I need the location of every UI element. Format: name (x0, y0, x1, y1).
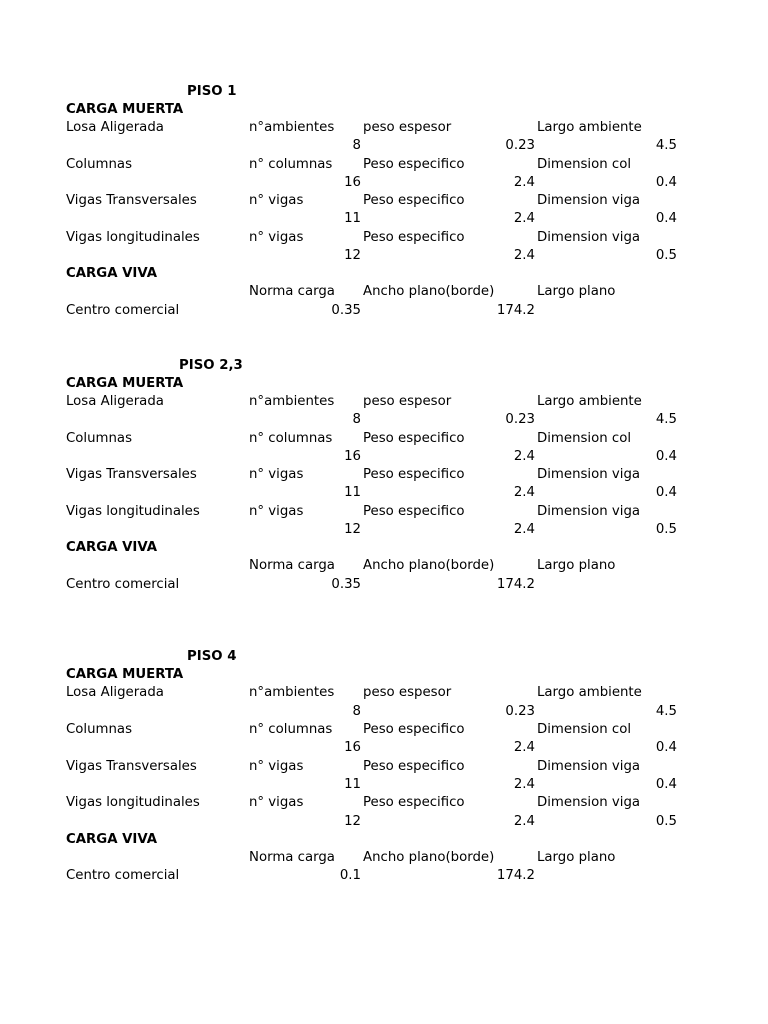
element-header-row (0, 229, 768, 247)
live-header-3: Largo plano (537, 558, 616, 573)
live-load-value-row (0, 867, 768, 885)
element-header-3: Largo ambiente (537, 685, 642, 700)
section-title: PISO 2,3 (179, 358, 243, 373)
element-value-3: 0.5 (655, 522, 677, 537)
element-name: Vigas Transversales (66, 193, 197, 208)
element-value-row (0, 448, 768, 466)
element-header-1: n° vigas (249, 795, 304, 810)
element-header-2: Peso especifico (363, 193, 465, 208)
live-load-heading-row (0, 831, 768, 849)
live-load-value-row (0, 302, 768, 320)
section-title: PISO 4 (187, 649, 237, 664)
element-header-row (0, 503, 768, 521)
element-value-2: 2.4 (513, 248, 535, 263)
element-header-3: Dimension col (537, 722, 632, 737)
element-value-row (0, 703, 768, 721)
element-name: Losa Aligerada (66, 120, 164, 135)
element-header-3: Dimension col (537, 157, 632, 172)
element-header-1: n°ambientes (249, 120, 335, 135)
element-header-2: peso espesor (363, 394, 452, 409)
element-value-3: 0.5 (655, 814, 677, 829)
element-value-3: 0.4 (655, 777, 677, 792)
element-value-1: 16 (344, 175, 361, 190)
live-header-2: Ancho plano(borde) (363, 284, 495, 299)
element-value-2: 2.4 (513, 175, 535, 190)
element-value-row (0, 739, 768, 757)
element-header-1: n° columnas (249, 722, 333, 737)
element-value-3: 0.4 (655, 485, 677, 500)
element-name: Losa Aligerada (66, 394, 164, 409)
element-value-2: 2.4 (513, 211, 535, 226)
element-value-1: 16 (344, 740, 361, 755)
element-header-3: Dimension viga (537, 795, 641, 810)
element-header-2: peso espesor (363, 685, 452, 700)
dead-load-heading-row (0, 101, 768, 119)
element-header-3: Dimension viga (537, 193, 641, 208)
element-value-row (0, 174, 768, 192)
live-load-heading: CARGA VIVA (66, 832, 158, 847)
live-value-2: 174.2 (496, 577, 535, 592)
element-header-1: n° vigas (249, 193, 304, 208)
element-value-row (0, 521, 768, 539)
live-header-3: Largo plano (537, 284, 616, 299)
element-value-2: 0.23 (505, 412, 535, 427)
element-value-3: 4.5 (655, 412, 677, 427)
live-value-1: 0.1 (339, 868, 361, 883)
element-header-row (0, 192, 768, 210)
element-header-1: n° columnas (249, 157, 333, 172)
element-header-1: n° vigas (249, 230, 304, 245)
dead-load-heading: CARGA MUERTA (66, 102, 184, 117)
live-value-2: 174.2 (496, 868, 535, 883)
element-header-row (0, 430, 768, 448)
element-value-1: 11 (344, 777, 361, 792)
element-header-row (0, 794, 768, 812)
element-value-1: 12 (344, 522, 361, 537)
live-header-3: Largo plano (537, 850, 616, 865)
section-title-row (0, 648, 768, 666)
element-value-3: 0.4 (655, 175, 677, 190)
live-load-header-row (0, 557, 768, 575)
element-header-2: Peso especifico (363, 467, 465, 482)
element-name: Losa Aligerada (66, 685, 164, 700)
element-header-1: n° vigas (249, 504, 304, 519)
live-value-1: 0.35 (331, 577, 361, 592)
dead-load-heading-row (0, 666, 768, 684)
element-value-2: 2.4 (513, 777, 535, 792)
element-header-2: Peso especifico (363, 795, 465, 810)
element-value-2: 2.4 (513, 522, 535, 537)
element-header-3: Dimension viga (537, 504, 641, 519)
element-value-2: 0.23 (505, 704, 535, 719)
element-value-row (0, 210, 768, 228)
dead-load-heading: CARGA MUERTA (66, 376, 184, 391)
element-value-1: 11 (344, 211, 361, 226)
live-value-1: 0.35 (331, 303, 361, 318)
element-value-1: 8 (352, 412, 361, 427)
element-name: Vigas longitudinales (66, 795, 200, 810)
dead-load-heading: CARGA MUERTA (66, 667, 184, 682)
live-load-value-row (0, 576, 768, 594)
element-value-row (0, 411, 768, 429)
element-value-1: 8 (352, 704, 361, 719)
live-name: Centro comercial (66, 577, 180, 592)
element-name: Columnas (66, 157, 132, 172)
section-title-row (0, 357, 768, 375)
element-header-1: n°ambientes (249, 394, 335, 409)
element-value-1: 12 (344, 814, 361, 829)
element-name: Columnas (66, 431, 132, 446)
section-title: PISO 1 (187, 84, 237, 99)
element-header-row (0, 156, 768, 174)
dead-load-heading-row (0, 375, 768, 393)
element-value-2: 2.4 (513, 485, 535, 500)
live-value-2: 174.2 (496, 303, 535, 318)
element-header-2: Peso especifico (363, 722, 465, 737)
element-value-2: 2.4 (513, 449, 535, 464)
element-header-2: Peso especifico (363, 157, 465, 172)
element-header-2: Peso especifico (363, 759, 465, 774)
element-header-row (0, 119, 768, 137)
element-header-3: Dimension viga (537, 759, 641, 774)
element-name: Vigas Transversales (66, 467, 197, 482)
element-value-1: 12 (344, 248, 361, 263)
element-header-row (0, 393, 768, 411)
element-name: Vigas longitudinales (66, 230, 200, 245)
element-value-2: 2.4 (513, 740, 535, 755)
live-name: Centro comercial (66, 868, 180, 883)
element-value-3: 0.4 (655, 449, 677, 464)
element-header-1: n° vigas (249, 759, 304, 774)
live-load-header-row (0, 849, 768, 867)
live-name: Centro comercial (66, 303, 180, 318)
element-header-1: n° columnas (249, 431, 333, 446)
element-header-2: Peso especifico (363, 230, 465, 245)
element-header-2: Peso especifico (363, 504, 465, 519)
element-header-2: Peso especifico (363, 431, 465, 446)
element-header-3: Largo ambiente (537, 394, 642, 409)
element-header-row (0, 758, 768, 776)
live-load-heading-row (0, 539, 768, 557)
live-load-header-row (0, 283, 768, 301)
element-header-row (0, 721, 768, 739)
element-header-row (0, 684, 768, 702)
element-header-2: peso espesor (363, 120, 452, 135)
element-value-row (0, 247, 768, 265)
element-header-1: n°ambientes (249, 685, 335, 700)
live-load-heading-row (0, 265, 768, 283)
element-value-row (0, 484, 768, 502)
live-header-1: Norma carga (249, 558, 335, 573)
element-value-3: 4.5 (655, 704, 677, 719)
element-value-row (0, 137, 768, 155)
element-value-1: 8 (352, 138, 361, 153)
element-header-3: Dimension col (537, 431, 632, 446)
element-value-3: 0.5 (655, 248, 677, 263)
element-name: Vigas Transversales (66, 759, 197, 774)
element-value-3: 0.4 (655, 211, 677, 226)
element-value-3: 4.5 (655, 138, 677, 153)
live-header-1: Norma carga (249, 850, 335, 865)
section-title-row (0, 83, 768, 101)
live-header-1: Norma carga (249, 284, 335, 299)
element-value-row (0, 813, 768, 831)
element-header-3: Dimension viga (537, 230, 641, 245)
live-load-heading: CARGA VIVA (66, 266, 158, 281)
element-value-2: 2.4 (513, 814, 535, 829)
element-name: Vigas longitudinales (66, 504, 200, 519)
element-value-1: 11 (344, 485, 361, 500)
element-value-1: 16 (344, 449, 361, 464)
live-header-2: Ancho plano(borde) (363, 850, 495, 865)
element-value-2: 0.23 (505, 138, 535, 153)
element-header-3: Largo ambiente (537, 120, 642, 135)
element-header-1: n° vigas (249, 467, 304, 482)
live-header-2: Ancho plano(borde) (363, 558, 495, 573)
element-header-row (0, 466, 768, 484)
live-load-heading: CARGA VIVA (66, 540, 158, 555)
element-header-3: Dimension viga (537, 467, 641, 482)
element-name: Columnas (66, 722, 132, 737)
element-value-row (0, 776, 768, 794)
element-value-3: 0.4 (655, 740, 677, 755)
